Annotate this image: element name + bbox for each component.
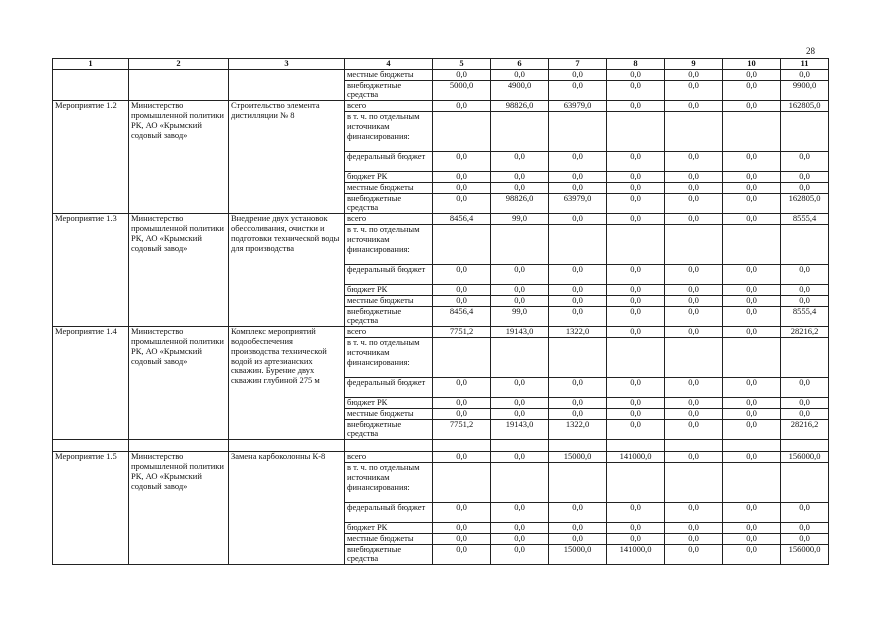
value-cell: 0,0 (607, 214, 665, 225)
value-cell: 0,0 (781, 182, 829, 193)
value-cell: 8555,4 (781, 214, 829, 225)
value-cell: 0,0 (607, 419, 665, 440)
value-cell: 0,0 (607, 408, 665, 419)
value-cell: 0,0 (665, 522, 723, 533)
value-cell: 28216,2 (781, 419, 829, 440)
empty-cell (607, 440, 665, 452)
value-cell: 0,0 (549, 502, 607, 522)
value-cell: 19143,0 (491, 327, 549, 338)
value-cell: 0,0 (607, 502, 665, 522)
value-cell: 98826,0 (491, 101, 549, 112)
value-cell: 0,0 (433, 171, 491, 182)
source-label: местные бюджеты (345, 182, 433, 193)
source-label: внебюджетные средства (345, 306, 433, 327)
source-label: в т. ч. по отдельным источникам финансирования: (345, 462, 433, 502)
value-cell: 0,0 (781, 397, 829, 408)
measure-description: Внедрение двух установок обессоливания, очистки и подготовки технической воды для производства (229, 214, 345, 327)
source-label: местные бюджеты (345, 295, 433, 306)
empty-cell (129, 440, 229, 452)
source-label: федеральный бюджет (345, 151, 433, 171)
value-cell: 0,0 (665, 151, 723, 171)
measure-name-cell (53, 69, 129, 100)
value-cell: 0,0 (549, 151, 607, 171)
source-label: всего (345, 214, 433, 225)
value-cell: 0,0 (723, 397, 781, 408)
value-cell: 0,0 (607, 522, 665, 533)
page-number: 28 (806, 46, 815, 56)
value-cell: 0,0 (433, 397, 491, 408)
value-cell (491, 462, 549, 502)
value-cell: 0,0 (723, 295, 781, 306)
value-cell: 0,0 (549, 171, 607, 182)
value-cell: 0,0 (491, 171, 549, 182)
value-cell: 0,0 (549, 306, 607, 327)
value-cell: 0,0 (491, 182, 549, 193)
value-cell: 156000,0 (781, 544, 829, 565)
value-cell: 0,0 (665, 101, 723, 112)
value-cell: 4900,0 (491, 80, 549, 101)
value-cell: 0,0 (665, 408, 723, 419)
value-cell (723, 111, 781, 151)
value-cell: 141000,0 (607, 452, 665, 463)
value-cell (549, 337, 607, 377)
value-cell: 0,0 (781, 533, 829, 544)
value-cell: 0,0 (491, 377, 549, 397)
value-cell: 0,0 (433, 264, 491, 284)
value-cell: 28216,2 (781, 327, 829, 338)
value-cell (491, 111, 549, 151)
measure-name: Мероприятие 1.5 (53, 452, 129, 565)
empty-cell (549, 440, 607, 452)
value-cell: 0,0 (723, 306, 781, 327)
value-cell: 0,0 (723, 284, 781, 295)
column-header: 9 (665, 59, 723, 70)
value-cell: 0,0 (665, 502, 723, 522)
value-cell: 0,0 (723, 408, 781, 419)
value-cell: 0,0 (549, 284, 607, 295)
value-cell: 15000,0 (549, 452, 607, 463)
measure-description: Комплекс мероприятий водообеспечения производства технической водой из артезианских скважин. Бурение двух скважин глубиной 275 м (229, 327, 345, 440)
value-cell: 0,0 (491, 151, 549, 171)
value-cell: 5000,0 (433, 80, 491, 101)
value-cell: 0,0 (549, 397, 607, 408)
value-cell: 0,0 (607, 533, 665, 544)
value-cell: 0,0 (607, 306, 665, 327)
value-cell: 0,0 (665, 419, 723, 440)
value-cell: 0,0 (549, 264, 607, 284)
measure-description: Замена карбоколонны К-8 (229, 452, 345, 565)
value-cell: 0,0 (607, 193, 665, 214)
value-cell: 0,0 (665, 264, 723, 284)
value-cell: 0,0 (549, 80, 607, 101)
value-cell (665, 224, 723, 264)
source-label: федеральный бюджет (345, 502, 433, 522)
value-cell: 8555,4 (781, 306, 829, 327)
measure-executor: Министерство промышленной политики РК, АО «Крымский содовый завод» (129, 214, 229, 327)
value-cell: 0,0 (491, 452, 549, 463)
value-cell: 0,0 (491, 284, 549, 295)
value-cell: 0,0 (491, 408, 549, 419)
column-header: 11 (781, 59, 829, 70)
value-cell: 0,0 (781, 151, 829, 171)
source-label: всего (345, 452, 433, 463)
value-cell: 0,0 (723, 522, 781, 533)
empty-cell (723, 440, 781, 452)
empty-cell (781, 440, 829, 452)
value-cell (781, 462, 829, 502)
value-cell: 0,0 (433, 69, 491, 80)
value-cell (549, 111, 607, 151)
measure-executor: Министерство промышленной политики РК, АО «Крымский содовый завод» (129, 101, 229, 214)
empty-cell (53, 440, 129, 452)
value-cell: 141000,0 (607, 544, 665, 565)
source-label: в т. ч. по отдельным источникам финансирования: (345, 224, 433, 264)
source-label: внебюджетные средства (345, 544, 433, 565)
value-cell: 0,0 (781, 522, 829, 533)
value-cell: 0,0 (723, 193, 781, 214)
value-cell: 19143,0 (491, 419, 549, 440)
column-header: 1 (53, 59, 129, 70)
value-cell: 0,0 (665, 544, 723, 565)
value-cell: 0,0 (607, 171, 665, 182)
source-label: всего (345, 327, 433, 338)
value-cell: 0,0 (665, 327, 723, 338)
value-cell: 0,0 (781, 284, 829, 295)
value-cell: 0,0 (607, 80, 665, 101)
value-cell: 1322,0 (549, 327, 607, 338)
value-cell: 0,0 (723, 377, 781, 397)
value-cell: 0,0 (549, 69, 607, 80)
value-cell (607, 337, 665, 377)
value-cell: 0,0 (607, 264, 665, 284)
value-cell: 0,0 (433, 502, 491, 522)
column-header: 8 (607, 59, 665, 70)
value-cell (665, 337, 723, 377)
value-cell: 0,0 (665, 306, 723, 327)
table-row (53, 69, 829, 80)
source-label: внебюджетные средства (345, 193, 433, 214)
value-cell: 0,0 (433, 101, 491, 112)
value-cell: 0,0 (665, 295, 723, 306)
value-cell: 0,0 (491, 533, 549, 544)
column-header: 6 (491, 59, 549, 70)
financing-table (52, 58, 829, 565)
value-cell (433, 111, 491, 151)
value-cell: 0,0 (781, 295, 829, 306)
value-cell: 99,0 (491, 306, 549, 327)
column-number-row (53, 59, 829, 70)
measure-name: Мероприятие 1.3 (53, 214, 129, 327)
value-cell: 0,0 (723, 452, 781, 463)
value-cell: 0,0 (781, 377, 829, 397)
executor-cell (129, 69, 229, 100)
value-cell: 0,0 (433, 544, 491, 565)
value-cell (723, 462, 781, 502)
value-cell: 0,0 (491, 69, 549, 80)
value-cell (607, 224, 665, 264)
value-cell: 1322,0 (549, 419, 607, 440)
value-cell: 0,0 (665, 397, 723, 408)
value-cell: 15000,0 (549, 544, 607, 565)
value-cell: 0,0 (491, 544, 549, 565)
value-cell (781, 337, 829, 377)
value-cell: 0,0 (607, 284, 665, 295)
source-label: федеральный бюджет (345, 377, 433, 397)
source-label: внебюджетные средства (345, 419, 433, 440)
value-cell: 0,0 (433, 193, 491, 214)
source-label: внебюджетные средства (345, 80, 433, 101)
value-cell: 0,0 (433, 452, 491, 463)
empty-cell (345, 440, 433, 452)
value-cell: 0,0 (433, 284, 491, 295)
value-cell: 0,0 (491, 502, 549, 522)
value-cell: 0,0 (607, 377, 665, 397)
value-cell: 0,0 (781, 69, 829, 80)
value-cell: 0,0 (433, 408, 491, 419)
value-cell: 98826,0 (491, 193, 549, 214)
value-cell (433, 462, 491, 502)
value-cell: 0,0 (723, 502, 781, 522)
value-cell: 63979,0 (549, 101, 607, 112)
value-cell (491, 224, 549, 264)
value-cell: 0,0 (723, 171, 781, 182)
value-cell: 0,0 (433, 522, 491, 533)
value-cell: 0,0 (491, 522, 549, 533)
value-cell: 0,0 (665, 377, 723, 397)
value-cell: 0,0 (723, 69, 781, 80)
value-cell: 0,0 (723, 151, 781, 171)
value-cell: 0,0 (549, 182, 607, 193)
value-cell (433, 337, 491, 377)
empty-cell (665, 440, 723, 452)
value-cell: 0,0 (549, 377, 607, 397)
table-row (53, 214, 829, 225)
value-cell: 7751,2 (433, 327, 491, 338)
value-cell: 0,0 (433, 295, 491, 306)
value-cell (433, 224, 491, 264)
value-cell: 0,0 (723, 101, 781, 112)
value-cell (549, 462, 607, 502)
value-cell: 0,0 (723, 419, 781, 440)
value-cell: 0,0 (607, 182, 665, 193)
value-cell: 0,0 (723, 182, 781, 193)
measure-name: Мероприятие 1.4 (53, 327, 129, 440)
value-cell: 9900,0 (781, 80, 829, 101)
value-cell: 0,0 (665, 80, 723, 101)
value-cell (607, 462, 665, 502)
column-header: 4 (345, 59, 433, 70)
source-label: бюджет РК (345, 397, 433, 408)
source-label: местные бюджеты (345, 69, 433, 80)
source-label: местные бюджеты (345, 408, 433, 419)
measure-name: Мероприятие 1.2 (53, 101, 129, 214)
value-cell: 0,0 (665, 533, 723, 544)
value-cell: 0,0 (781, 408, 829, 419)
value-cell (607, 111, 665, 151)
source-label: бюджет РК (345, 522, 433, 533)
value-cell: 63979,0 (549, 193, 607, 214)
value-cell: 0,0 (607, 69, 665, 80)
measure-description: Строительство элемента дистилляции № 8 (229, 101, 345, 214)
empty-cell (491, 440, 549, 452)
value-cell (723, 224, 781, 264)
value-cell: 0,0 (665, 284, 723, 295)
value-cell: 0,0 (665, 69, 723, 80)
spacer-row (53, 440, 829, 452)
value-cell: 0,0 (723, 533, 781, 544)
value-cell: 0,0 (433, 151, 491, 171)
value-cell (665, 111, 723, 151)
source-label: федеральный бюджет (345, 264, 433, 284)
value-cell: 0,0 (607, 397, 665, 408)
value-cell: 0,0 (549, 522, 607, 533)
value-cell (781, 111, 829, 151)
value-cell (665, 462, 723, 502)
value-cell: 162805,0 (781, 193, 829, 214)
value-cell (549, 224, 607, 264)
value-cell: 0,0 (549, 533, 607, 544)
value-cell: 156000,0 (781, 452, 829, 463)
value-cell: 0,0 (491, 264, 549, 284)
source-label: в т. ч. по отдельным источникам финансирования: (345, 337, 433, 377)
value-cell: 0,0 (781, 264, 829, 284)
description-cell (229, 69, 345, 100)
value-cell: 0,0 (665, 214, 723, 225)
value-cell (723, 337, 781, 377)
value-cell: 0,0 (665, 452, 723, 463)
measure-executor: Министерство промышленной политики РК, АО «Крымский содовый завод» (129, 327, 229, 440)
value-cell (781, 224, 829, 264)
value-cell: 0,0 (433, 377, 491, 397)
value-cell: 0,0 (665, 182, 723, 193)
value-cell: 0,0 (723, 327, 781, 338)
value-cell: 8456,4 (433, 306, 491, 327)
value-cell: 99,0 (491, 214, 549, 225)
empty-cell (433, 440, 491, 452)
value-cell: 162805,0 (781, 101, 829, 112)
value-cell: 0,0 (549, 295, 607, 306)
measure-executor: Министерство промышленной политики РК, АО «Крымский содовый завод» (129, 452, 229, 565)
value-cell (491, 337, 549, 377)
value-cell: 0,0 (723, 214, 781, 225)
source-label: бюджет РК (345, 171, 433, 182)
source-label: бюджет РК (345, 284, 433, 295)
empty-cell (229, 440, 345, 452)
value-cell: 0,0 (491, 397, 549, 408)
column-header: 5 (433, 59, 491, 70)
source-label: местные бюджеты (345, 533, 433, 544)
value-cell: 0,0 (433, 533, 491, 544)
value-cell: 0,0 (549, 214, 607, 225)
value-cell: 0,0 (491, 295, 549, 306)
value-cell: 0,0 (607, 101, 665, 112)
column-header: 7 (549, 59, 607, 70)
column-header: 3 (229, 59, 345, 70)
value-cell: 0,0 (665, 171, 723, 182)
value-cell: 8456,4 (433, 214, 491, 225)
table-row (53, 101, 829, 112)
table-row (53, 452, 829, 463)
column-header: 2 (129, 59, 229, 70)
column-header: 10 (723, 59, 781, 70)
value-cell: 0,0 (607, 295, 665, 306)
value-cell: 0,0 (433, 182, 491, 193)
value-cell: 0,0 (607, 151, 665, 171)
value-cell: 7751,2 (433, 419, 491, 440)
value-cell: 0,0 (723, 80, 781, 101)
value-cell: 0,0 (723, 544, 781, 565)
value-cell: 0,0 (781, 502, 829, 522)
value-cell: 0,0 (607, 327, 665, 338)
source-label: всего (345, 101, 433, 112)
value-cell: 0,0 (549, 408, 607, 419)
source-label: в т. ч. по отдельным источникам финансирования: (345, 111, 433, 151)
value-cell: 0,0 (665, 193, 723, 214)
value-cell: 0,0 (723, 264, 781, 284)
table-row (53, 327, 829, 338)
value-cell: 0,0 (781, 171, 829, 182)
